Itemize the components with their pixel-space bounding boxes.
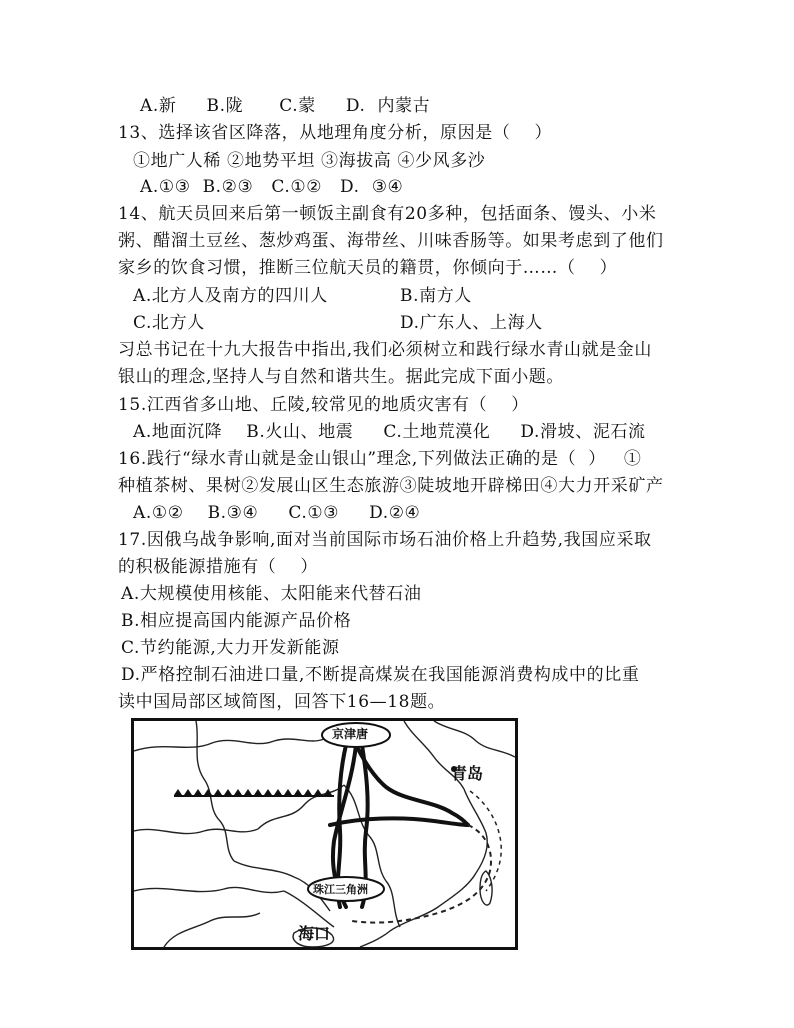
q17-option-d: D.严格控制石油进口量,不断提高煤炭在我国能源消费构成中的比重	[121, 665, 640, 685]
map-label-prd: 珠江三角洲	[313, 883, 368, 896]
q14-line-1: 14、航天员回来后第一顿饭主副食有20多种，包括面条、馒头、小米	[118, 204, 657, 224]
q13-items: ①地广人稀 ②地势平坦 ③海拔高 ④少风多沙	[133, 151, 486, 171]
map-label-qingdao: 青岛	[451, 764, 484, 783]
q14-line-2: 粥、醋溜土豆丝、葱炒鸡蛋、海带丝、川味香肠等。如果考虑到了他们	[118, 231, 664, 251]
q16-line-2: 种植茶树、果树②发展山区生态旅游③陡坡地开辟梯田④大力开采矿产	[118, 476, 664, 496]
q14-option-a: A.北方人及南方的四川人	[133, 286, 328, 306]
q15-stem: 15.江西省多山地、丘陵,较常见的地质灾害有（ ）	[118, 395, 529, 415]
boundary-lines	[134, 721, 515, 947]
q13-stem: 13、选择该省区降落，从地理角度分析，原因是（ ）	[118, 123, 553, 143]
q17-option-c: C.节约能源,大力开发新能源	[121, 638, 340, 658]
q14-option-d: D.广东人、上海人	[400, 313, 543, 333]
map-drawing	[134, 721, 515, 947]
q14-option-c: C.北方人	[133, 313, 205, 333]
mountain-range-symbol	[174, 789, 334, 797]
q17-option-b: B.相应提高国内能源产品价格	[121, 611, 352, 631]
q17-line-1: 17.因俄乌战争影响,面对当前国际市场石油价格上升趋势,我国应采取	[118, 530, 652, 550]
q16-line-1: 16.践行“绿水青山就是金山银山”理念,下列做法正确的是（ ） ①	[118, 449, 642, 469]
q17-option-a: A.大规模使用核能、太阳能来代替石油	[121, 584, 422, 604]
q14-option-b: B.南方人	[400, 286, 472, 306]
q16-options: A.①② B.③④ C.①③ D.②④	[133, 503, 421, 523]
q15-options: A.地面沉降 B.火山、地震 C.土地荒漠化 D.滑坡、泥石流	[133, 422, 646, 442]
map-label-haikou: 海口	[298, 924, 331, 943]
q12-options: A.新 B.陇 C.蒙 D. 内蒙古	[140, 96, 431, 116]
china-region-map	[131, 718, 518, 950]
q14-line-3: 家乡的饮食习惯，推断三位航天员的籍贯，你倾向于……（ ）	[118, 258, 618, 278]
intro-line-1: 习总书记在十九大报告中指出,我们必须树立和践行绿水青山就是金山	[118, 340, 653, 360]
map-intro: 读中国局部区域简图，回答下16—18题。	[118, 692, 446, 712]
q17-line-2: 的积极能源措施有（ ）	[118, 557, 319, 577]
intro-line-2: 银山的理念,坚持人与自然和谐共生。据此完成下面小题。	[118, 367, 565, 387]
q13-options: A.①③ B.②③ C.①② D. ③④	[140, 177, 404, 197]
sea-route-line	[352, 825, 491, 923]
map-label-jjt: 京津唐	[332, 727, 369, 741]
